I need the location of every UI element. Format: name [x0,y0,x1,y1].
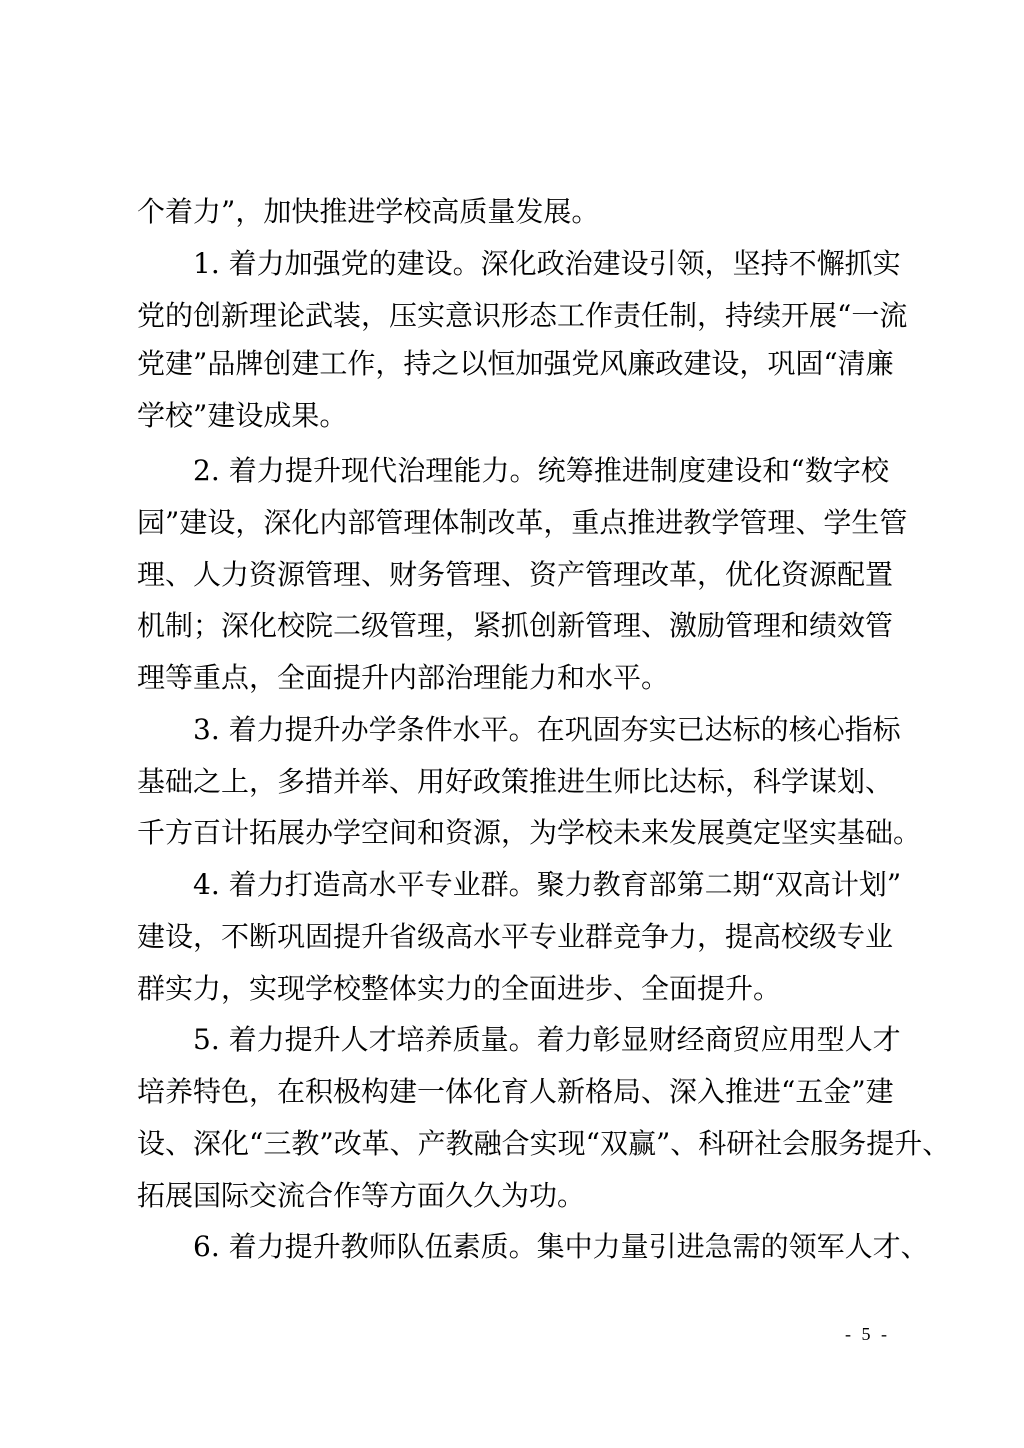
text-line: 建设，不断巩固提升省级高水平专业群竞争力，提高校级专业 [137,920,894,953]
text-line: 培养特色，在积极构建一体化育人新格局、深入推进“五金”建 [137,1075,894,1108]
text-line: 1. 着力加强党的建设。深化政治建设引领，坚持不懈抓实 [193,247,901,280]
text-line: 群实力，实现学校整体实力的全面进步、全面提升。 [137,972,782,1005]
text-line: 党建”品牌创建工作，持之以恒加强党风廉政建设，巩固“清廉 [137,347,894,380]
text-line: 理、人力资源管理、财务管理、资产管理改革，优化资源配置 [137,558,894,591]
text-line: 2. 着力提升现代治理能力。统筹推进制度建设和“数字校 [193,454,889,487]
text-line: 理等重点，全面提升内部治理能力和水平。 [137,661,670,694]
text-line: 6. 着力提升教师队伍素质。集中力量引进急需的领军人才、 [193,1230,929,1263]
text-line: 千方百计拓展办学空间和资源，为学校未来发展奠定坚实基础。 [137,816,922,849]
text-line: 学校”建设成果。 [137,399,348,432]
text-line: 拓展国际交流合作等方面久久为功。 [137,1179,586,1212]
text-line: 园”建设，深化内部管理体制改革，重点推进教学管理、学生管 [137,506,908,539]
text-line: 4. 着力打造高水平专业群。聚力教育部第二期“双高计划” [193,868,902,901]
text-line: 3. 着力提升办学条件水平。在巩固夯实已达标的核心指标 [193,713,901,746]
text-line: 机制；深化校院二级管理，紧抓创新管理、激励管理和绩效管 [137,609,894,642]
text-line: 设、深化“三教”改革、产教融合实现“双赢”、科研社会服务提升、 [137,1127,951,1160]
text-line: 5. 着力提升人才培养质量。着力彰显财经商贸应用型人才 [193,1023,901,1056]
text-line: 个着力”，加快推进学校高质量发展。 [137,195,600,228]
text-line: 基础之上，多措并举、用好政策推进生师比达标，科学谋划、 [137,765,894,798]
page-number: - 5 - [845,1324,890,1344]
text-line: 党的创新理论武装，压实意识形态工作责任制，持续开展“一流 [137,299,908,332]
